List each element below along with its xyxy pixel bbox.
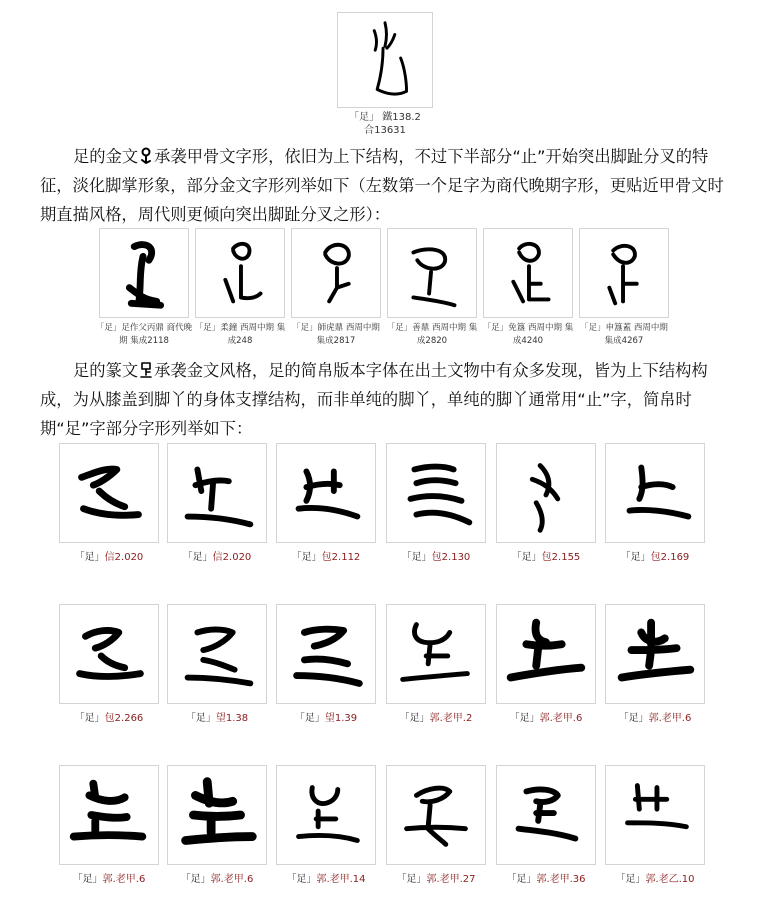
caption-prefix: 「足」 [620,552,651,563]
bamboo-slip-glyph-image [276,443,376,543]
seal-paragraph-body: 承袭金文风格，足的简帛版本字体在出土文物中有众多发现，皆为上下结构构成，为从膝盖到脚丫的身体支撑结构，而非单纯的脚丫，单纯的脚丫通常用“止”字，简帛时期“足”字部分字形列举如下： [40,361,708,438]
bamboo-foot-glyph [168,444,266,542]
bronze-foot-glyph [196,229,284,317]
bronze-glyph-caption: 「足」足作父丙鼎 商代晚期 集成2118 [95,323,193,346]
caption-source: 郭.老甲.36 [536,874,586,885]
bronze-foot-glyph [484,229,572,317]
caption-prefix: 「足」 [511,552,542,563]
bronze-paragraph [40,142,740,229]
caption-source: 信2.020 [212,552,252,563]
caption-prefix: 「足」 [182,552,213,563]
caption-source: 郭.老甲.14 [316,874,366,885]
bamboo-slip-glyph-image [386,765,486,865]
caption-source: 包2.155 [541,552,581,563]
caption-prefix: 「足」 [615,874,646,885]
caption-source: 郭.老甲.2 [429,713,473,724]
bamboo-glyph-caption [276,712,376,725]
caption-source: 郭.老甲.6 [539,713,583,724]
bronze-glyph-image [579,228,669,318]
bamboo-slip-glyph-image [386,443,486,543]
seal-paragraph [40,356,740,443]
oracle-caption-line2: 合13631 [364,125,406,136]
bamboo-foot-glyph [606,605,704,703]
caption-prefix: 「足」 [506,874,537,885]
bamboo-slip-glyph-image [276,604,376,704]
caption-source: 包2.266 [104,713,144,724]
bronze-paragraph-lead: 足的金文 [73,147,139,166]
bamboo-glyph-caption [605,873,705,886]
caption-prefix: 「足」 [618,713,649,724]
bamboo-glyph-caption [386,712,486,725]
bamboo-slip-glyph-image [167,765,267,865]
bamboo-foot-glyph [387,444,485,542]
seal-paragraph-lead: 足的篆文 [73,361,139,380]
caption-prefix: 「足」 [185,713,216,724]
bamboo-glyph-caption [167,551,267,564]
bamboo-foot-glyph [606,766,704,864]
bamboo-slip-glyph-image [167,443,267,543]
bamboo-glyph-caption [167,712,267,725]
bronze-glyph-caption: 「足」柔鐘 西周中期 集成248 [194,323,286,346]
bamboo-foot-glyph [277,444,375,542]
bronze-glyph-image [195,228,285,318]
bamboo-foot-glyph [60,444,158,542]
oracle-bone-glyph-image [337,12,433,108]
bamboo-foot-glyph [277,605,375,703]
caption-prefix: 「足」 [74,552,105,563]
bamboo-glyph-caption [59,551,159,564]
oracle-bone-foot-glyph [338,13,432,107]
bronze-glyph-image [99,228,189,318]
bamboo-glyph-caption [59,712,159,725]
caption-prefix: 「足」 [294,713,325,724]
caption-source: 包2.112 [321,552,361,563]
bamboo-slip-glyph-image [496,604,596,704]
bamboo-glyph-caption [386,551,486,564]
caption-prefix: 「足」 [401,552,432,563]
bamboo-slip-glyph-image [605,604,705,704]
bamboo-foot-glyph [60,605,158,703]
caption-source: 郭.老乙.10 [645,874,695,885]
bronze-glyph-caption: 「足」免簋 西周中期 集成4240 [482,323,574,346]
bamboo-glyph-caption [605,712,705,725]
bamboo-slip-glyph-image [605,765,705,865]
caption-source: 郭.老甲.6 [210,874,254,885]
caption-prefix: 「足」 [72,874,103,885]
bamboo-glyph-caption [496,712,596,725]
bamboo-slip-glyph-image [276,765,376,865]
caption-prefix: 「足」 [291,552,322,563]
bamboo-glyph-caption [59,873,159,886]
bamboo-foot-glyph [497,766,595,864]
bamboo-foot-glyph [387,766,485,864]
caption-source: 郭.老甲.27 [426,874,476,885]
oracle-caption-line1: 「足」 鐵138.2 [349,112,421,123]
bronze-foot-glyph [388,229,476,317]
bamboo-slip-glyph-image [605,443,705,543]
bamboo-glyph-caption [496,551,596,564]
caption-source: 望1.38 [215,713,249,724]
seal-inline-glyph-icon [139,359,153,377]
caption-source: 包2.169 [650,552,690,563]
bamboo-foot-glyph [60,766,158,864]
bamboo-slip-glyph-image [386,604,486,704]
bamboo-glyph-caption [386,873,486,886]
bronze-foot-glyph [292,229,380,317]
bamboo-foot-glyph [497,605,595,703]
bamboo-slip-glyph-image [167,604,267,704]
bronze-glyph-image [483,228,573,318]
caption-prefix: 「足」 [396,874,427,885]
bronze-glyph-image [291,228,381,318]
bronze-glyph-caption: 「足」師虎鼎 西周中期 集成2817 [292,323,380,346]
caption-prefix: 「足」 [74,713,105,724]
caption-prefix: 「足」 [509,713,540,724]
caption-source: 郭.老甲.6 [102,874,146,885]
bamboo-glyph-caption [167,873,267,886]
bronze-glyph-image [387,228,477,318]
bronze-glyph-caption: 「足」善鼎 西周中期 集成2820 [386,323,478,346]
bamboo-slip-glyph-image [496,765,596,865]
bamboo-foot-glyph [168,766,266,864]
bamboo-glyph-caption [276,873,376,886]
bamboo-foot-glyph [387,605,485,703]
bronze-foot-glyph [580,229,668,317]
bamboo-slip-glyph-image [59,604,159,704]
bamboo-foot-glyph [168,605,266,703]
bamboo-foot-glyph [497,444,595,542]
bamboo-slip-glyph-image [59,443,159,543]
bamboo-glyph-caption [605,551,705,564]
caption-prefix: 「足」 [399,713,430,724]
bamboo-glyph-caption [276,551,376,564]
bamboo-foot-glyph [606,444,704,542]
oracle-bone-caption [337,111,433,137]
caption-source: 包2.130 [431,552,471,563]
bronze-paragraph-body: 承袭甲骨文字形，依旧为上下结构，不过下半部分“止”开始突出脚趾分叉的特征，淡化脚掌形象，部分金文字形列举如下（左数第一个足字为商代晚期字形，更贴近甲骨文时期直描风格，周代则更倾向突出脚趾分叉之形）： [40,147,724,224]
caption-source: 望1.39 [324,713,358,724]
bronze-foot-glyph [100,229,188,317]
bronze-inline-glyph-icon [139,145,153,163]
caption-prefix: 「足」 [180,874,211,885]
bamboo-glyph-caption [496,873,596,886]
bamboo-foot-glyph [277,766,375,864]
bamboo-slip-glyph-image [59,765,159,865]
caption-source: 郭.老甲.6 [648,713,692,724]
bronze-glyph-caption: 「足」申簋蓋 西周中期 集成4267 [580,323,668,346]
bamboo-slip-glyph-image [496,443,596,543]
caption-prefix: 「足」 [286,874,317,885]
caption-source: 信2.020 [104,552,144,563]
